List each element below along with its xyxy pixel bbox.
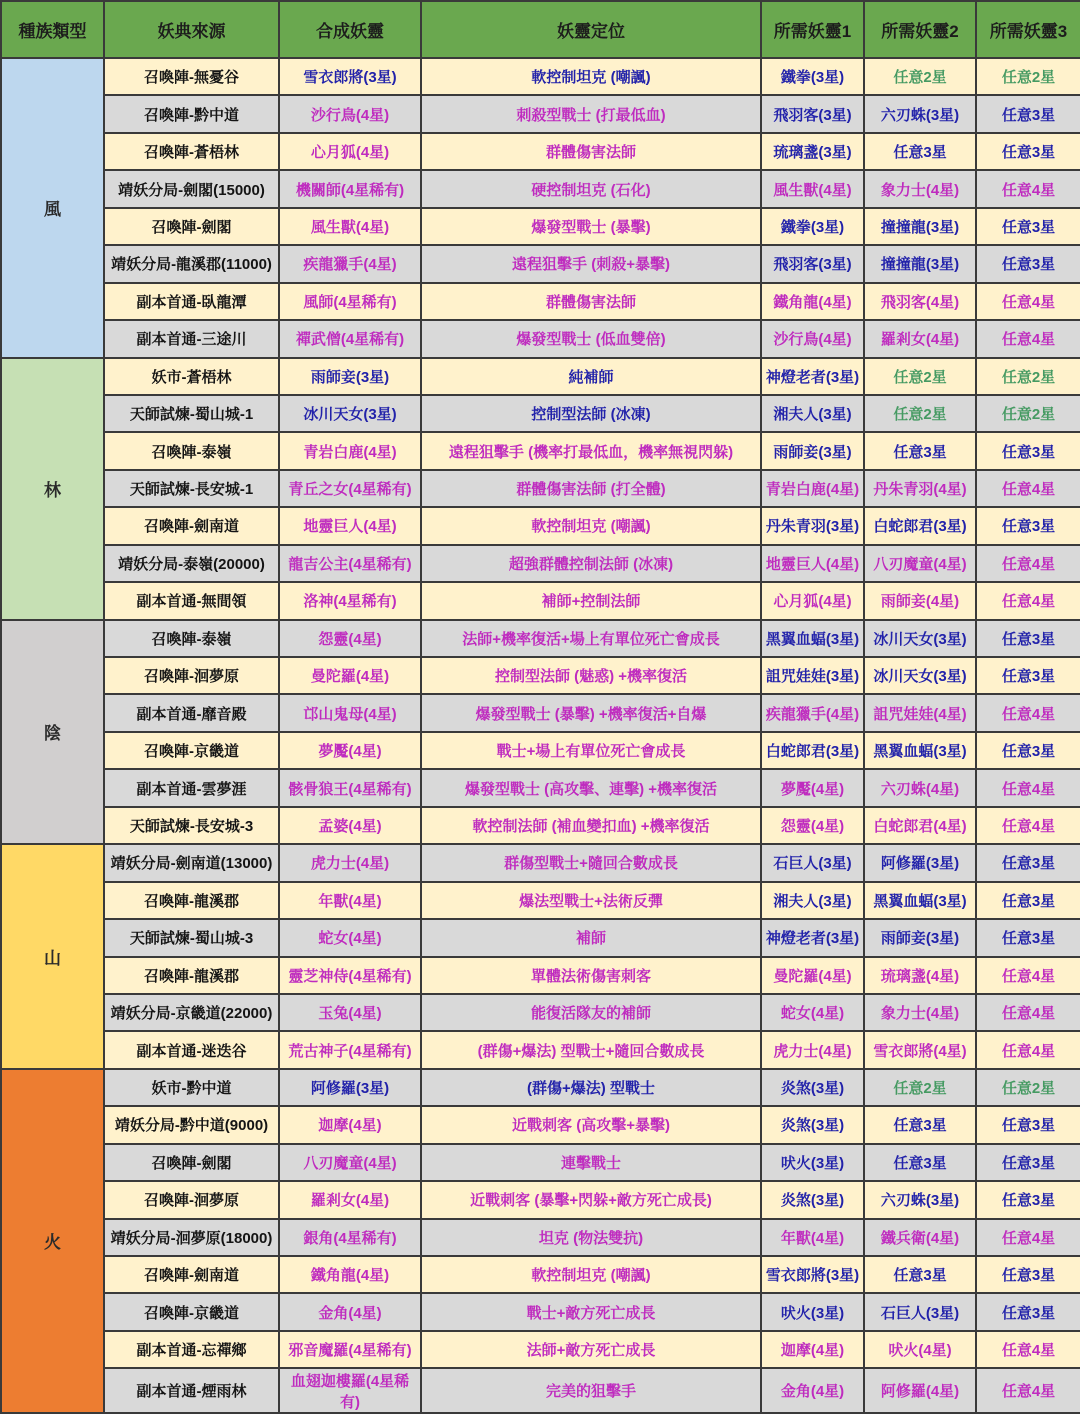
role-cell: 爆法型戰士+法術反彈: [421, 882, 761, 919]
source-cell: 召喚陣-京畿道: [104, 1293, 279, 1330]
spirit-cell: 疾龍獵手(4星): [279, 245, 421, 282]
race-group-cell: 風: [1, 58, 104, 358]
req1-cell: 飛羽客(3星): [761, 245, 864, 282]
req3-cell: 任意3星: [976, 657, 1080, 694]
role-cell: 補師+控制法師: [421, 582, 761, 619]
req1-cell: 炎煞(3星): [761, 1181, 864, 1218]
table-row: [1, 657, 1080, 694]
req3-cell: 任意3星: [976, 1181, 1080, 1218]
req1-cell: 鐵拳(3星): [761, 208, 864, 245]
req3-cell: 任意4星: [976, 1331, 1080, 1368]
header-race-type: 種族類型: [1, 1, 104, 58]
table-row: [1, 432, 1080, 469]
spirit-cell: 八刃魔童(4星): [279, 1144, 421, 1181]
req1-cell: 心月狐(4星): [761, 582, 864, 619]
race-group-cell: 火: [1, 1069, 104, 1413]
spirit-cell: 洛神(4星稀有): [279, 582, 421, 619]
source-cell: 副本首通-忘禪鄉: [104, 1331, 279, 1368]
req2-cell: 雪衣郎將(4星): [864, 1031, 976, 1068]
req3-cell: 任意4星: [976, 957, 1080, 994]
req3-cell: 任意3星: [976, 208, 1080, 245]
req3-cell: 任意3星: [976, 1106, 1080, 1143]
spirit-cell: 孟婆(4星): [279, 807, 421, 844]
table-row: [1, 957, 1080, 994]
table-row: [1, 844, 1080, 881]
source-cell: 召喚陣-無憂谷: [104, 58, 279, 95]
req1-cell: 神燈老者(3星): [761, 358, 864, 395]
table-row: [1, 1144, 1080, 1181]
source-cell: 副本首通-臥龍潭: [104, 283, 279, 320]
req3-cell: 任意4星: [976, 1031, 1080, 1068]
header-req1: 所需妖靈1: [761, 1, 864, 58]
req2-cell: 任意2星: [864, 358, 976, 395]
role-cell: 爆發型戰士 (低血雙倍): [421, 320, 761, 357]
req3-cell: 任意3星: [976, 245, 1080, 282]
req1-cell: 蛇女(4星): [761, 994, 864, 1031]
spirit-cell: 龍吉公主(4星稀有): [279, 545, 421, 582]
role-cell: 控制型法師 (冰凍): [421, 395, 761, 432]
table-row: [1, 1181, 1080, 1218]
role-cell: 單體法術傷害刺客: [421, 957, 761, 994]
role-cell: 補師: [421, 919, 761, 956]
spirit-cell: 心月狐(4星): [279, 133, 421, 170]
req2-cell: 六刃蛛(3星): [864, 95, 976, 132]
header-row: [1, 1, 1080, 58]
table-row: [1, 320, 1080, 357]
req3-cell: 任意3星: [976, 432, 1080, 469]
req3-cell: 任意3星: [976, 1256, 1080, 1293]
req1-cell: 琉璃盞(3星): [761, 133, 864, 170]
spirit-cell: 蛇女(4星): [279, 919, 421, 956]
role-cell: (群傷+爆法) 型戰士: [421, 1069, 761, 1106]
source-cell: 召喚陣-劍閣: [104, 1144, 279, 1181]
req2-cell: 任意3星: [864, 1144, 976, 1181]
req2-cell: 冰川天女(3星): [864, 620, 976, 657]
role-cell: 硬控制坦克 (石化): [421, 170, 761, 207]
req1-cell: 曼陀羅(4星): [761, 957, 864, 994]
role-cell: 軟控制法師 (補血變扣血) +機率復活: [421, 807, 761, 844]
table-row: [1, 170, 1080, 207]
req2-cell: 阿修羅(4星): [864, 1368, 976, 1413]
req1-cell: 雨師妾(3星): [761, 432, 864, 469]
spirit-cell: 年獸(4星): [279, 882, 421, 919]
source-cell: 靖妖分局-洄夢原(18000): [104, 1219, 279, 1256]
req3-cell: 任意4星: [976, 1368, 1080, 1413]
source-cell: 召喚陣-龍溪郡: [104, 882, 279, 919]
role-cell: 超強群體控制法師 (冰凍): [421, 545, 761, 582]
source-cell: 召喚陣-京畿道: [104, 732, 279, 769]
role-cell: (群傷+爆法) 型戰士+隨回合數成長: [421, 1031, 761, 1068]
table-row: [1, 882, 1080, 919]
req1-cell: 湘夫人(3星): [761, 882, 864, 919]
role-cell: 群體傷害法師: [421, 133, 761, 170]
header-synth-spirit: 合成妖靈: [279, 1, 421, 58]
req3-cell: 任意2星: [976, 395, 1080, 432]
req1-cell: 沙行鳥(4星): [761, 320, 864, 357]
table-row: [1, 1069, 1080, 1106]
table-row: [1, 470, 1080, 507]
role-cell: 完美的狙擊手: [421, 1368, 761, 1413]
req1-cell: 飛羽客(3星): [761, 95, 864, 132]
race-group-cell: 林: [1, 358, 104, 620]
req2-cell: 白蛇郎君(4星): [864, 807, 976, 844]
role-cell: 群傷型戰士+隨回合數成長: [421, 844, 761, 881]
role-cell: 戰士+敵方死亡成長: [421, 1293, 761, 1330]
req3-cell: 任意3星: [976, 844, 1080, 881]
source-cell: 副本首通-三途川: [104, 320, 279, 357]
req1-cell: 夢魘(4星): [761, 769, 864, 806]
source-cell: 召喚陣-泰嶺: [104, 432, 279, 469]
spirit-cell: 阿修羅(3星): [279, 1069, 421, 1106]
role-cell: 近戰刺客 (高攻擊+暴擊): [421, 1106, 761, 1143]
req3-cell: 任意4星: [976, 283, 1080, 320]
req3-cell: 任意2星: [976, 358, 1080, 395]
req3-cell: 任意3星: [976, 1144, 1080, 1181]
req3-cell: 任意4星: [976, 545, 1080, 582]
source-cell: 靖妖分局-黔中道(9000): [104, 1106, 279, 1143]
req1-cell: 年獸(4星): [761, 1219, 864, 1256]
req2-cell: 冰川天女(3星): [864, 657, 976, 694]
table-row: [1, 694, 1080, 731]
table-row: [1, 1106, 1080, 1143]
req3-cell: 任意4星: [976, 582, 1080, 619]
header-req3: 所需妖靈3: [976, 1, 1080, 58]
req1-cell: 怨靈(4星): [761, 807, 864, 844]
spirit-cell: 風師(4星稀有): [279, 283, 421, 320]
req2-cell: 任意2星: [864, 395, 976, 432]
source-cell: 靖妖分局-劍閣(15000): [104, 170, 279, 207]
role-cell: 近戰刺客 (暴擊+閃躲+敵方死亡成長): [421, 1181, 761, 1218]
role-cell: 坦克 (物法雙抗): [421, 1219, 761, 1256]
spirit-cell: 鐵角龍(4星): [279, 1256, 421, 1293]
race-group-cell: 陰: [1, 620, 104, 845]
source-cell: 召喚陣-洄夢原: [104, 657, 279, 694]
req3-cell: 任意4星: [976, 320, 1080, 357]
req1-cell: 雪衣郎將(3星): [761, 1256, 864, 1293]
req2-cell: 任意2星: [864, 1069, 976, 1106]
req3-cell: 任意3星: [976, 95, 1080, 132]
req3-cell: 任意3星: [976, 507, 1080, 544]
req1-cell: 金角(4星): [761, 1368, 864, 1413]
spirit-cell: 雪衣郎將(3星): [279, 58, 421, 95]
source-cell: 副本首通-煙雨林: [104, 1368, 279, 1413]
req2-cell: 任意3星: [864, 1256, 976, 1293]
table-row: [1, 395, 1080, 432]
source-cell: 靖妖分局-京畿道(22000): [104, 994, 279, 1031]
source-cell: 召喚陣-劍閣: [104, 208, 279, 245]
req1-cell: 風生獸(4星): [761, 170, 864, 207]
source-cell: 召喚陣-龍溪郡: [104, 957, 279, 994]
source-cell: 靖妖分局-泰嶺(20000): [104, 545, 279, 582]
req2-cell: 象力士(4星): [864, 994, 976, 1031]
req1-cell: 湘夫人(3星): [761, 395, 864, 432]
req3-cell: 任意4星: [976, 994, 1080, 1031]
spirit-cell: 曼陀羅(4星): [279, 657, 421, 694]
table-row: [1, 245, 1080, 282]
req2-cell: 象力士(4星): [864, 170, 976, 207]
spirit-cell: 荒古神子(4星稀有): [279, 1031, 421, 1068]
source-cell: 妖市-蒼梧林: [104, 358, 279, 395]
source-cell: 召喚陣-蒼梧林: [104, 133, 279, 170]
req1-cell: 疾龍獵手(4星): [761, 694, 864, 731]
source-cell: 天師試煉-蜀山城-3: [104, 919, 279, 956]
role-cell: 法師+敵方死亡成長: [421, 1331, 761, 1368]
source-cell: 妖市-黔中道: [104, 1069, 279, 1106]
header-role: 妖靈定位: [421, 1, 761, 58]
role-cell: 軟控制坦克 (嘲諷): [421, 58, 761, 95]
req3-cell: 任意3星: [976, 1293, 1080, 1330]
header-source: 妖典來源: [104, 1, 279, 58]
req1-cell: 地靈巨人(4星): [761, 545, 864, 582]
source-cell: 靖妖分局-劍南道(13000): [104, 844, 279, 881]
spirit-cell: 夢魘(4星): [279, 732, 421, 769]
source-cell: 副本首通-靡音殿: [104, 694, 279, 731]
req2-cell: 吠火(4星): [864, 1331, 976, 1368]
table-row: [1, 283, 1080, 320]
req1-cell: 炎煞(3星): [761, 1106, 864, 1143]
spirit-cell: 玉兔(4星): [279, 994, 421, 1031]
spirit-cell: 靈芝神侍(4星稀有): [279, 957, 421, 994]
req3-cell: 任意2星: [976, 1069, 1080, 1106]
req1-cell: 吠火(3星): [761, 1144, 864, 1181]
spirit-cell: 地靈巨人(4星): [279, 507, 421, 544]
spirit-cell: 風生獸(4星): [279, 208, 421, 245]
req1-cell: 詛咒娃娃(3星): [761, 657, 864, 694]
table-row: [1, 208, 1080, 245]
spirit-cell: 沙行鳥(4星): [279, 95, 421, 132]
table-row: [1, 1293, 1080, 1330]
role-cell: 爆發型戰士 (暴擊) +機率復活+自爆: [421, 694, 761, 731]
table-row: [1, 994, 1080, 1031]
role-cell: 軟控制坦克 (嘲諷): [421, 1256, 761, 1293]
spirit-cell: 銀角(4星稀有): [279, 1219, 421, 1256]
req1-cell: 黑翼血蝠(3星): [761, 620, 864, 657]
req2-cell: 飛羽客(4星): [864, 283, 976, 320]
role-cell: 爆發型戰士 (暴擊): [421, 208, 761, 245]
req3-cell: 任意2星: [976, 58, 1080, 95]
req2-cell: 鐵兵衛(4星): [864, 1219, 976, 1256]
req2-cell: 撞撞龍(3星): [864, 208, 976, 245]
role-cell: 控制型法師 (魅惑) +機率復活: [421, 657, 761, 694]
req1-cell: 石巨人(3星): [761, 844, 864, 881]
req2-cell: 任意3星: [864, 133, 976, 170]
spirit-cell: 金角(4星): [279, 1293, 421, 1330]
req1-cell: 鐵拳(3星): [761, 58, 864, 95]
spirit-cell: 虎力士(4星): [279, 844, 421, 881]
spirit-cell: 青岩白鹿(4星): [279, 432, 421, 469]
req1-cell: 丹朱青羽(3星): [761, 507, 864, 544]
role-cell: 軟控制坦克 (嘲諷): [421, 507, 761, 544]
req3-cell: 任意3星: [976, 919, 1080, 956]
req1-cell: 炎煞(3星): [761, 1069, 864, 1106]
table-row: [1, 807, 1080, 844]
spirit-cell: 冰川天女(3星): [279, 395, 421, 432]
req2-cell: 六刃蛛(4星): [864, 769, 976, 806]
source-cell: 召喚陣-洄夢原: [104, 1181, 279, 1218]
req3-cell: 任意4星: [976, 1219, 1080, 1256]
table-row: [1, 732, 1080, 769]
race-group-cell: 山: [1, 844, 104, 1069]
spirit-cell: 血翅迦樓羅(4星稀有): [279, 1368, 421, 1413]
req2-cell: 八刃魔童(4星): [864, 545, 976, 582]
req3-cell: 任意4星: [976, 170, 1080, 207]
role-cell: 群體傷害法師: [421, 283, 761, 320]
table-row: [1, 58, 1080, 95]
spirit-cell: 邙山鬼母(4星): [279, 694, 421, 731]
source-cell: 召喚陣-黔中道: [104, 95, 279, 132]
req1-cell: 青岩白鹿(4星): [761, 470, 864, 507]
req3-cell: 任意3星: [976, 620, 1080, 657]
table-row: [1, 919, 1080, 956]
req2-cell: 任意3星: [864, 1106, 976, 1143]
role-cell: 純補師: [421, 358, 761, 395]
role-cell: 遠程狙擊手 (刺殺+暴擊): [421, 245, 761, 282]
role-cell: 能復活隊友的補師: [421, 994, 761, 1031]
source-cell: 召喚陣-泰嶺: [104, 620, 279, 657]
table-row: [1, 95, 1080, 132]
req2-cell: 黑翼血蝠(3星): [864, 882, 976, 919]
source-cell: 召喚陣-劍南道: [104, 1256, 279, 1293]
spirit-cell: 青丘之女(4星稀有): [279, 470, 421, 507]
req1-cell: 鐵角龍(4星): [761, 283, 864, 320]
spirit-cell: 迦摩(4星): [279, 1106, 421, 1143]
role-cell: 戰士+場上有單位死亡會成長: [421, 732, 761, 769]
spirit-cell: 禪武僧(4星稀有): [279, 320, 421, 357]
spirit-cell: 怨靈(4星): [279, 620, 421, 657]
req1-cell: 白蛇郎君(3星): [761, 732, 864, 769]
req2-cell: 黑翼血蝠(3星): [864, 732, 976, 769]
req1-cell: 吠火(3星): [761, 1293, 864, 1330]
req3-cell: 任意4星: [976, 769, 1080, 806]
spirit-cell: 羅剎女(4星): [279, 1181, 421, 1218]
source-cell: 天師試煉-蜀山城-1: [104, 395, 279, 432]
table-row: [1, 507, 1080, 544]
role-cell: 連擊戰士: [421, 1144, 761, 1181]
role-cell: 刺殺型戰士 (打最低血): [421, 95, 761, 132]
req3-cell: 任意3星: [976, 732, 1080, 769]
table-row: [1, 1368, 1080, 1413]
req2-cell: 雨師妾(4星): [864, 582, 976, 619]
role-cell: 法師+機率復活+場上有單位死亡會成長: [421, 620, 761, 657]
table-row: [1, 133, 1080, 170]
req2-cell: 雨師妾(3星): [864, 919, 976, 956]
req2-cell: 白蛇郎君(3星): [864, 507, 976, 544]
req2-cell: 羅剎女(4星): [864, 320, 976, 357]
req2-cell: 阿修羅(3星): [864, 844, 976, 881]
req1-cell: 虎力士(4星): [761, 1031, 864, 1068]
source-cell: 靖妖分局-龍溪郡(11000): [104, 245, 279, 282]
req2-cell: 琉璃盞(4星): [864, 957, 976, 994]
role-cell: 爆發型戰士 (高攻擊、連擊) +機率復活: [421, 769, 761, 806]
table-row: [1, 769, 1080, 806]
req1-cell: 迦摩(4星): [761, 1331, 864, 1368]
source-cell: 天師試煉-長安城-1: [104, 470, 279, 507]
req3-cell: 任意4星: [976, 807, 1080, 844]
table-row: [1, 1219, 1080, 1256]
source-cell: 副本首通-雲夢涯: [104, 769, 279, 806]
req3-cell: 任意3星: [976, 133, 1080, 170]
req3-cell: 任意3星: [976, 882, 1080, 919]
req2-cell: 六刃蛛(3星): [864, 1181, 976, 1218]
req1-cell: 神燈老者(3星): [761, 919, 864, 956]
req2-cell: 任意3星: [864, 432, 976, 469]
spirit-cell: 骸骨狼王(4星稀有): [279, 769, 421, 806]
spirit-cell: 雨師妾(3星): [279, 358, 421, 395]
table-row: [1, 358, 1080, 395]
req2-cell: 任意2星: [864, 58, 976, 95]
table-row: [1, 1256, 1080, 1293]
table-row: [1, 545, 1080, 582]
table-row: [1, 582, 1080, 619]
source-cell: 召喚陣-劍南道: [104, 507, 279, 544]
role-cell: 群體傷害法師 (打全體): [421, 470, 761, 507]
req2-cell: 石巨人(3星): [864, 1293, 976, 1330]
source-cell: 副本首通-迷迭谷: [104, 1031, 279, 1068]
req3-cell: 任意4星: [976, 694, 1080, 731]
header-req2: 所需妖靈2: [864, 1, 976, 58]
spirit-cell: 邪音魔羅(4星稀有): [279, 1331, 421, 1368]
req3-cell: 任意4星: [976, 470, 1080, 507]
source-cell: 副本首通-無間領: [104, 582, 279, 619]
req2-cell: 丹朱青羽(4星): [864, 470, 976, 507]
req2-cell: 撞撞龍(3星): [864, 245, 976, 282]
table-row: [1, 1331, 1080, 1368]
role-cell: 遠程狙擊手 (機率打最低血，機率無視閃躲): [421, 432, 761, 469]
source-cell: 天師試煉-長安城-3: [104, 807, 279, 844]
table-row: [1, 1031, 1080, 1068]
spirit-cell: 機關師(4星稀有): [279, 170, 421, 207]
table-row: [1, 620, 1080, 657]
req2-cell: 詛咒娃娃(4星): [864, 694, 976, 731]
